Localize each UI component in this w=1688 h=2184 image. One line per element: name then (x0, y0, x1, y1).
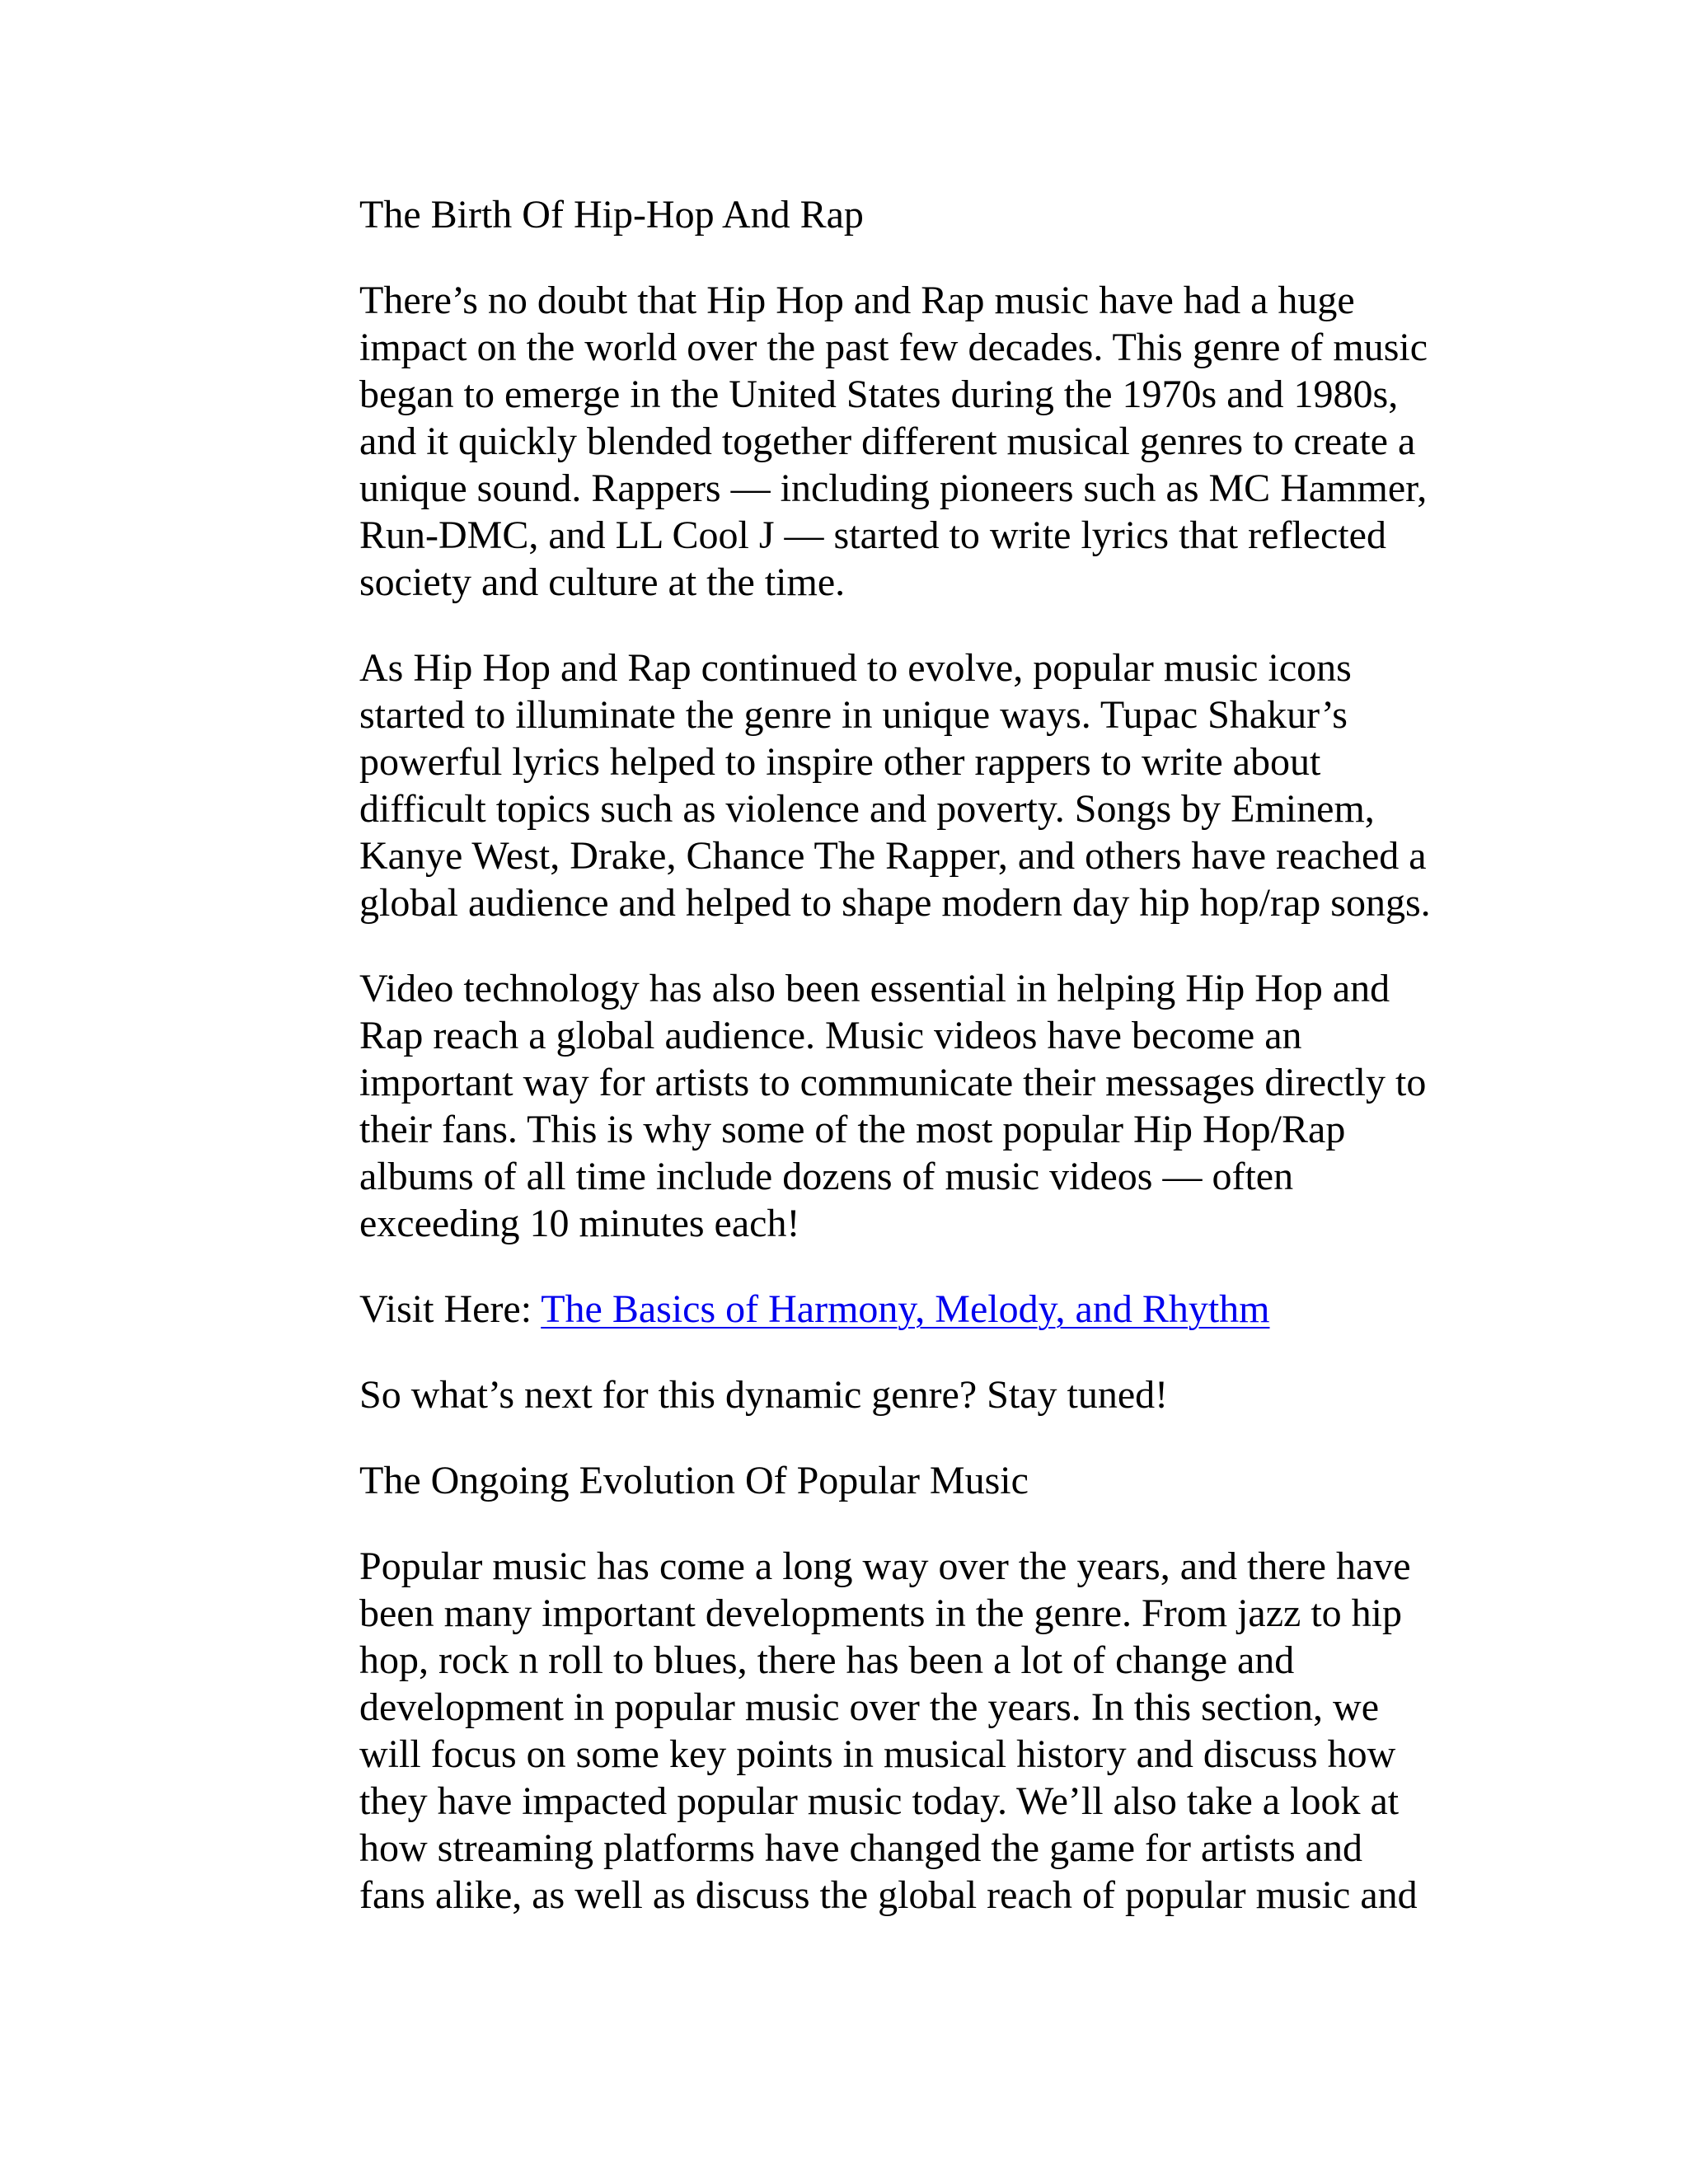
paragraph-video-technology (359, 965, 1497, 1247)
paragraph-line: how streaming platforms have changed the game for artists and (359, 1826, 1362, 1870)
visit-here-label: Visit Here: (359, 1287, 542, 1331)
paragraph-line: Video technology has also been essential in helping Hip Hop and (359, 967, 1390, 1010)
paragraph-line: Popular music has come a long way over the years, and there have (359, 1544, 1411, 1588)
harmony-melody-rhythm-link[interactable]: The Basics of Harmony, Melody, and Rhythm (541, 1287, 1270, 1331)
paragraph-music-icons (359, 644, 1497, 926)
paragraph-line: unique sound. Rappers — including pioneers such as MC Hammer, (359, 466, 1428, 510)
paragraph-popular-music-history (359, 1543, 1497, 1919)
paragraph-line: began to emerge in the United States during the 1970s and 1980s, (359, 373, 1399, 416)
paragraph-line: difficult topics such as violence and poverty. Songs by Eminem, (359, 787, 1375, 831)
paragraph-line: fans alike, as well as discuss the global reach of popular music and (359, 1873, 1418, 1917)
document-body (359, 191, 1497, 1957)
paragraph-line: important way for artists to communicate their messages directly to (359, 1061, 1427, 1104)
visit-here-row (359, 1286, 1497, 1333)
paragraph-line: development in popular music over the years. In this section, we (359, 1685, 1380, 1729)
paragraph-line: There’s no doubt that Hip Hop and Rap music have had a huge (359, 279, 1355, 322)
paragraph-line: albums of all time include dozens of music videos — often (359, 1155, 1294, 1198)
paragraph-line: impact on the world over the past few decades. This genre of music (359, 326, 1428, 369)
paragraph-line: hop, rock n roll to blues, there has been a lot of change and (359, 1638, 1295, 1682)
paragraph-line: started to illuminate the genre in unique ways. Tupac Shakur’s (359, 693, 1348, 737)
paragraph-line: been many important developments in the genre. From jazz to hip (359, 1591, 1402, 1635)
paragraph-line: Run-DMC, and LL Cool J — started to write lyrics that reflected (359, 513, 1386, 557)
paragraph-line: Kanye West, Drake, Chance The Rapper, and others have reached a (359, 834, 1427, 878)
section-heading-birth-of-hip-hop: The Birth Of Hip-Hop And Rap (359, 193, 864, 237)
paragraph-line: they have impacted popular music today. We’ll also take a look at (359, 1779, 1400, 1823)
paragraph-line: and it quickly blended together different musical genres to create a (359, 419, 1416, 463)
paragraph-line: exceeding 10 minutes each! (359, 1202, 800, 1245)
section-heading-evolution-of-popular-music: The Ongoing Evolution Of Popular Music (359, 1459, 1029, 1502)
paragraph-line: powerful lyrics helped to inspire other rappers to write about (359, 740, 1321, 784)
paragraph-line: their fans. This is why some of the most popular Hip Hop/Rap (359, 1108, 1346, 1151)
paragraph-line: As Hip Hop and Rap continued to evolve, popular music icons (359, 646, 1352, 690)
paragraph-line: Rap reach a global audience. Music videos have become an (359, 1014, 1302, 1057)
paragraph-hip-hop-impact (359, 277, 1497, 606)
closing-line-stay-tuned: So what’s next for this dynamic genre? Stay tuned! (359, 1373, 1169, 1417)
visit-here-line (359, 1286, 1497, 1333)
paragraph-line: global audience and helped to shape modern day hip hop/rap songs. (359, 881, 1431, 925)
paragraph-line: society and culture at the time. (359, 560, 846, 604)
paragraph-line: will focus on some key points in musical history and discuss how (359, 1732, 1396, 1776)
